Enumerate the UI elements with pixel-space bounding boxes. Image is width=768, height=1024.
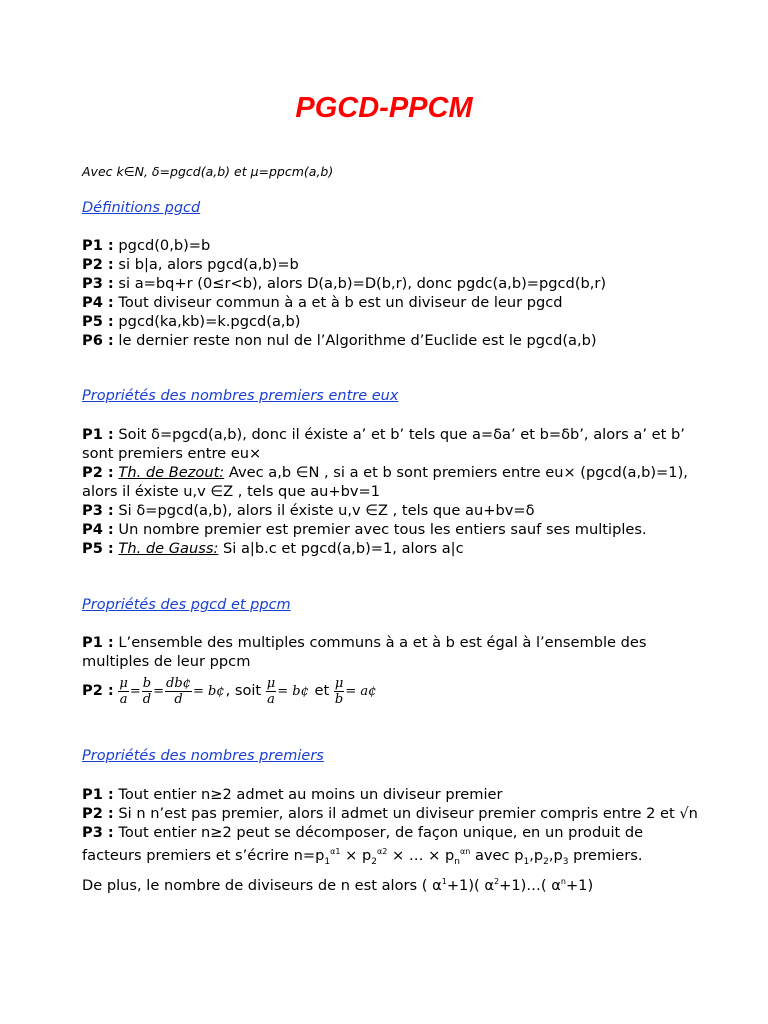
property-label: P1 :	[82, 634, 114, 651]
property-label: P2 :	[82, 682, 114, 699]
property-p2-formula	[82, 671, 702, 711]
property-label: P5 :	[82, 540, 114, 557]
property-text: Si n n’est pas premier, alors il admet un diviseur premier compris entre 2 et √n	[113, 805, 698, 822]
property-label: P4 :	[82, 294, 114, 311]
property-label: P3 :	[82, 275, 114, 292]
property-label: P1 :	[82, 426, 114, 443]
property-text: si a=bq+r (0≤r<b), alors D(a,b)=D(b,r), donc pgdc(a,b)=pgcd(b,r)	[113, 275, 607, 292]
fraction-mu-over-a: $\frac{\mu}{a}$	[119, 675, 128, 707]
fraction-mu-over-a: $\frac{\mu}{a}$	[266, 675, 276, 707]
property-p2	[82, 804, 702, 823]
property-p6	[82, 331, 702, 350]
fraction-mu-over-b: $\frac{\mu}{b}$	[334, 675, 344, 707]
property-text: pgcd(ka,kb)=k.pgcd(a,b)	[113, 313, 301, 330]
property-p3	[82, 501, 702, 520]
equals-sign: =	[129, 684, 141, 699]
property-p1	[82, 425, 702, 463]
fraction-db-over-d: $\frac{db¢}{d}$	[166, 675, 191, 707]
fraction-b-over-d: $\frac{b}{d}$	[142, 675, 152, 707]
property-label: P1 :	[82, 786, 114, 803]
property-p2	[82, 463, 702, 501]
section-coprime	[82, 425, 702, 558]
property-label: P2 :	[82, 805, 114, 822]
formula-separator: , soit	[225, 682, 262, 699]
section-primes	[82, 785, 702, 895]
property-text: Si δ=pgcd(a,b), alors il éxiste u,v ∈Z , tels que au+bv=δ	[113, 502, 535, 519]
section-heading-primes: Propriétés des nombres premiers	[82, 748, 324, 764]
property-text: Si a|b.c et pgcd(a,b)=1, alors a|c	[218, 540, 464, 557]
section-definitions	[82, 236, 702, 350]
property-p1	[82, 633, 702, 671]
property-label: P3 :	[82, 502, 114, 519]
property-p1	[82, 785, 702, 804]
property-p1	[82, 236, 702, 255]
page-title: PGCD-PPCM	[295, 92, 473, 124]
property-label: P2 :	[82, 256, 114, 273]
property-label: P4 :	[82, 521, 114, 538]
property-label: P3 :	[82, 824, 114, 841]
equals-sign: =	[153, 684, 165, 699]
property-p3	[82, 274, 702, 293]
formula-tail: = a¢	[345, 684, 377, 699]
formula-tail: = b¢	[192, 684, 225, 699]
property-text: le dernier reste non nul de l’Algorithme d’Euclide est le pgcd(a,b)	[113, 332, 597, 349]
formula-separator: et	[314, 682, 330, 699]
intro-notation: Avec k∈N, δ=pgcd(a,b) et μ=ppcm(a,b)	[82, 164, 334, 179]
formula-tail: = b¢	[277, 684, 309, 699]
property-p2	[82, 255, 702, 274]
property-p4	[82, 293, 702, 312]
theorem-name-bezout: Th. de Bezout:	[118, 464, 225, 481]
property-p3: P3 : Tout entier n≥2 peut se décomposer, de façon unique, en un produit de facteurs premiers et s’écrire $n=p_1^{\alpha 1} \times p_2^{\alpha 2}$ × … × $p_n^{\alpha n}$ avec $p_1,p_2,p_3$ premiers.	[82, 824, 644, 867]
property-text: L’ensemble des multiples communs à a et à b est égal à l’ensemble des multiples de leur ppcm	[82, 634, 647, 670]
property-p5	[82, 312, 702, 331]
divisor-count-formula: De plus, le nombre de diviseurs de n est alors ( $\alpha^1+1$)( $\alpha^2+1)\dots$( $\alpha^n+1$)	[82, 876, 594, 894]
theorem-name-gauss: Th. de Gauss:	[118, 540, 219, 557]
property-label: P2 :	[82, 464, 114, 481]
property-text: Tout entier n≥2 admet au moins un diviseur premier	[113, 786, 503, 803]
property-label: P1 :	[82, 237, 114, 254]
property-text: Un nombre premier est premier avec tous les entiers sauf ses multiples.	[113, 521, 647, 538]
section-pgcd-ppcm	[82, 633, 702, 711]
section-heading-coprime: Propriétés des nombres premiers entre eux	[82, 388, 399, 404]
property-text: Tout diviseur commun à a et à b est un diviseur de leur pgcd	[113, 294, 563, 311]
property-text: pgcd(0,b)=b	[113, 237, 211, 254]
property-text: Avec a,b ∈N , si a et b sont premiers entre eu× (pgcd(a,b)=1), alors il éxiste u,v ∈Z , tels que au+bv=1	[82, 464, 688, 500]
section-heading-definitions: Définitions pgcd	[82, 200, 201, 216]
property-label: P5 :	[82, 313, 114, 330]
property-text: si b|a, alors pgcd(a,b)=b	[113, 256, 299, 273]
section-heading-pgcd-ppcm: Propriétés des pgcd et ppcm	[82, 597, 291, 613]
property-label: P6 :	[82, 332, 114, 349]
property-p4	[82, 520, 702, 539]
property-p5	[82, 539, 702, 558]
property-text: Soit δ=pgcd(a,b), donc il éxiste a’ et b’ tels que a=δa’ et b=δb’, alors a’ et b’ sont premiers entre eu×	[82, 426, 685, 462]
